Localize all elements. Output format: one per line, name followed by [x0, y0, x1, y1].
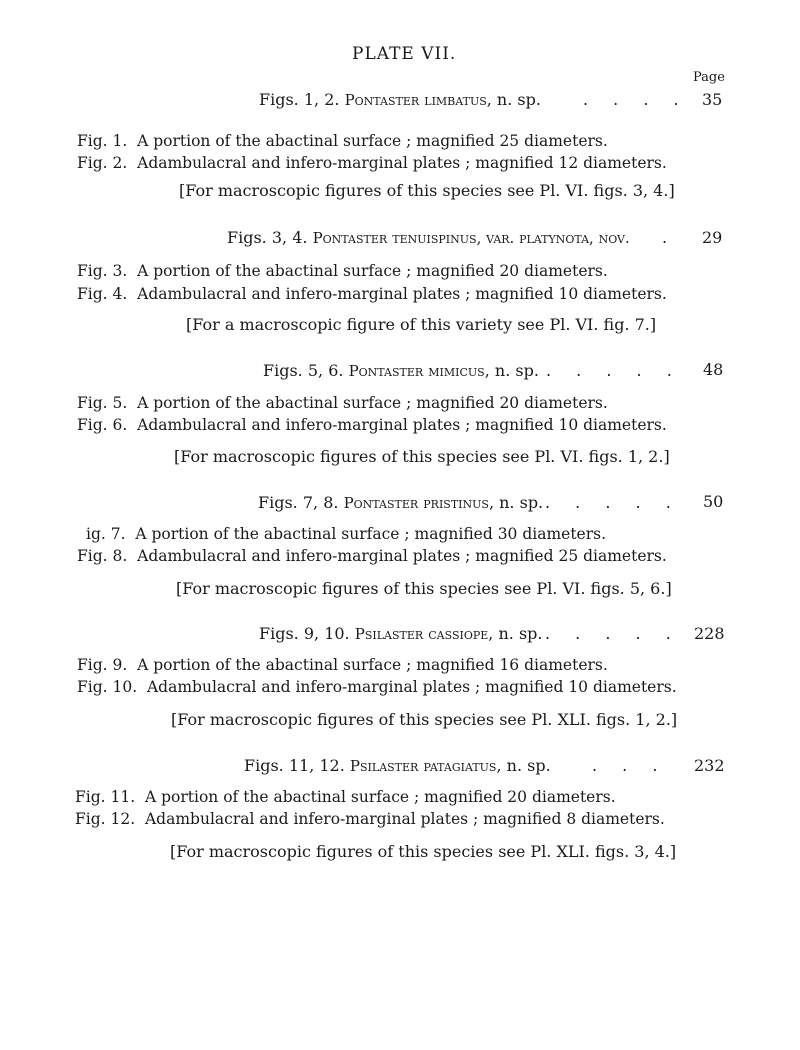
figure-entry: Fig. 6. Adambulacral and infero-marginal plates ; magnified 10 diameters. — [77, 416, 667, 434]
species-name: mimicus — [428, 362, 485, 380]
section-label: Figs. 3, 4. — [227, 228, 308, 247]
genus-name: Pontaster — [344, 91, 420, 109]
genus-name: Pontaster — [312, 229, 388, 247]
species-suffix: , n. sp. — [488, 624, 543, 643]
section-heading — [227, 228, 630, 247]
macroscopic-note: [For macroscopic figures of this species see Pl. VI. figs. 1, 2.] — [174, 447, 670, 466]
species-name: pristinus — [423, 494, 489, 512]
page-number: 35 — [702, 90, 723, 109]
genus-name: Psilaster — [354, 625, 424, 643]
species-suffix: , n. sp. — [484, 361, 539, 380]
macroscopic-note: [For macroscopic figures of this species see Pl. XLI. figs. 3, 4.] — [170, 842, 677, 861]
species-suffix: , n. sp. — [496, 756, 551, 775]
species-name: cassiope — [428, 625, 489, 643]
page-number: 48 — [703, 360, 724, 379]
leader-dots: . . . . . — [545, 493, 671, 512]
figure-entry: Fig. 8. Adambulacral and infero-marginal plates ; magnified 25 diameters. — [77, 547, 667, 565]
section-label: Figs. 5, 6. — [263, 361, 344, 380]
section-heading — [259, 624, 542, 643]
page-number: 50 — [703, 492, 724, 511]
macroscopic-note: [For macroscopic figures of this species see Pl. VI. figs. 5, 6.] — [176, 579, 672, 598]
figure-entry: Fig. 9. A portion of the abactinal surface ; magnified 16 diameters. — [77, 656, 608, 674]
species-suffix: , var. platynota, nov. — [476, 229, 630, 247]
plate-title: PLATE VII. — [352, 44, 457, 64]
page-number: 29 — [702, 228, 723, 247]
figure-entry: Fig. 11. A portion of the abactinal surface ; magnified 20 diameters. — [75, 788, 616, 806]
figure-entry: Fig. 1. A portion of the abactinal surface ; magnified 25 diameters. — [77, 132, 608, 150]
macroscopic-note: [For a macroscopic figure of this variety see Pl. VI. fig. 7.] — [186, 315, 657, 334]
genus-name: Psilaster — [349, 757, 419, 775]
page-number: 228 — [694, 624, 725, 643]
leader-dots: . . . . . — [545, 624, 671, 643]
section-heading — [244, 756, 551, 775]
species-name: limbatus — [424, 91, 487, 109]
species-suffix: , n. sp. — [488, 493, 544, 512]
figure-entry: Fig. 3. A portion of the abactinal surface ; magnified 20 diameters. — [77, 262, 608, 280]
genus-name: Pontaster — [343, 494, 419, 512]
leader-dots: . . . — [592, 756, 658, 775]
species-name: patagiatus — [423, 757, 497, 775]
figure-entry: ig. 7. A portion of the abactinal surface ; magnified 30 diameters. — [86, 525, 607, 543]
leader-dots: . . . . — [583, 90, 679, 109]
section-label: Figs. 9, 10. — [259, 624, 350, 643]
species-name: tenuispinus — [392, 229, 477, 247]
figure-entry: Fig. 10. Adambulacral and infero-marginal plates ; magnified 10 diameters. — [77, 678, 677, 696]
figure-entry: Fig. 5. A portion of the abactinal surface ; magnified 20 diameters. — [77, 394, 608, 412]
page-column-label: Page — [693, 70, 725, 85]
genus-name: Pontaster — [348, 362, 424, 380]
species-suffix: , n. sp. — [486, 90, 541, 109]
leader-dots: . — [662, 228, 668, 247]
macroscopic-note: [For macroscopic figures of this species see Pl. XLI. figs. 1, 2.] — [171, 710, 678, 729]
section-heading — [263, 361, 539, 380]
figure-entry: Fig. 2. Adambulacral and infero-marginal plates ; magnified 12 diameters. — [77, 154, 667, 172]
leader-dots: . . . . . — [546, 361, 672, 380]
section-label: Figs. 11, 12. — [244, 756, 345, 775]
page-number: 232 — [694, 756, 725, 775]
section-heading — [258, 493, 543, 512]
figure-entry: Fig. 4. Adambulacral and infero-marginal plates ; magnified 10 diameters. — [77, 285, 667, 303]
section-heading — [259, 90, 541, 109]
section-label: Figs. 7, 8. — [258, 493, 339, 512]
figure-entry: Fig. 12. Adambulacral and infero-marginal plates ; magnified 8 diameters. — [75, 810, 665, 828]
section-label: Figs. 1, 2. — [259, 90, 340, 109]
macroscopic-note: [For macroscopic figures of this species see Pl. VI. figs. 3, 4.] — [179, 181, 675, 200]
